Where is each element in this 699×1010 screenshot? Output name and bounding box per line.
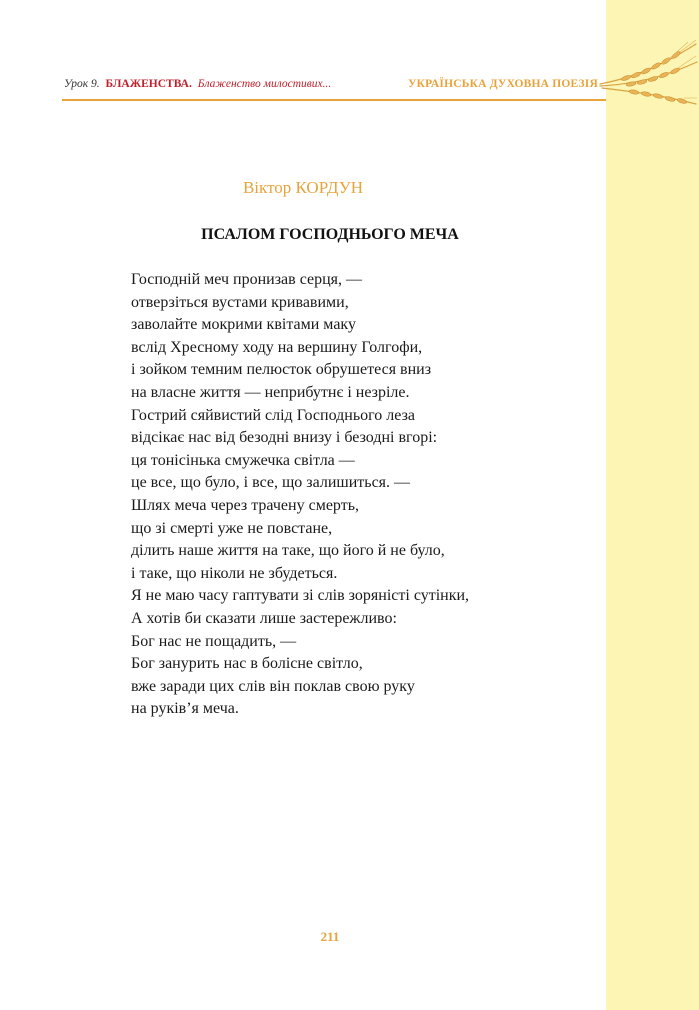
poem-line: і таке, що ніколи не збудеться.: [131, 564, 338, 582]
poem-author: Віктор КОРДУН: [242, 178, 364, 197]
poem-line: і зойком темним пелюсток обрушетеся вниз: [131, 361, 432, 379]
subtheme-label: Блаженство милостивих...: [197, 78, 332, 90]
poem-line: отверзіться вустами кривавими,: [131, 293, 349, 311]
section-label: УКРАЇНСЬКА ДУХОВНА ПОЕЗІЯ: [408, 78, 598, 90]
page-number: 211: [320, 929, 340, 944]
poem-line: відсікає нас від безодні внизу і безодні вгорі:: [131, 429, 438, 447]
poem-text: [131, 269, 469, 721]
poem-line: це все, що було, і все, що залишиться. —: [131, 474, 411, 492]
wheat-ears-icon: [596, 38, 699, 118]
poem-line: Шлях меча через трачену смерть,: [131, 496, 359, 514]
poem-line: ділить наше життя на таке, що його й не було,: [131, 542, 445, 560]
poem-line: А хотів би сказати лише застережливо:: [131, 609, 397, 627]
poem-line: Я не маю часу гаптувати зі слів зоряністі сутінки,: [131, 587, 470, 605]
poem-line: ця тонісінька смужечка світла —: [131, 451, 355, 469]
poem-line: вслід Хресному ходу на вершину Голгофи,: [131, 338, 423, 356]
lesson-label: Урок 9.: [64, 78, 100, 90]
poem-line: Бог нас не пощадить, —: [131, 632, 297, 650]
poem-line: вже заради цих слів він поклав свою руку: [131, 677, 415, 695]
side-strip: [606, 0, 699, 1010]
theme-label: БЛАЖЕНСТВА.: [105, 78, 192, 90]
poem-line: на власне життя — неприбутнє і незріле.: [131, 383, 410, 401]
poem-title: ПСАЛОМ ГОСПОДНЬОГО МЕЧА: [201, 226, 459, 243]
poem-line: Гострий сяйвистий слід Господнього леза: [131, 406, 415, 424]
header-divider: [62, 99, 606, 101]
running-header: [64, 78, 598, 100]
poem-line: що зі смерті уже не повстане,: [131, 519, 333, 537]
poem-line: Бог занурить нас в болісне світло,: [131, 655, 363, 673]
poem-line: заволайте мокрими квітами маку: [131, 316, 356, 334]
poem-line: на руків’я меча.: [131, 700, 239, 718]
poem-line: Господній меч пронизав серця, —: [131, 271, 363, 288]
